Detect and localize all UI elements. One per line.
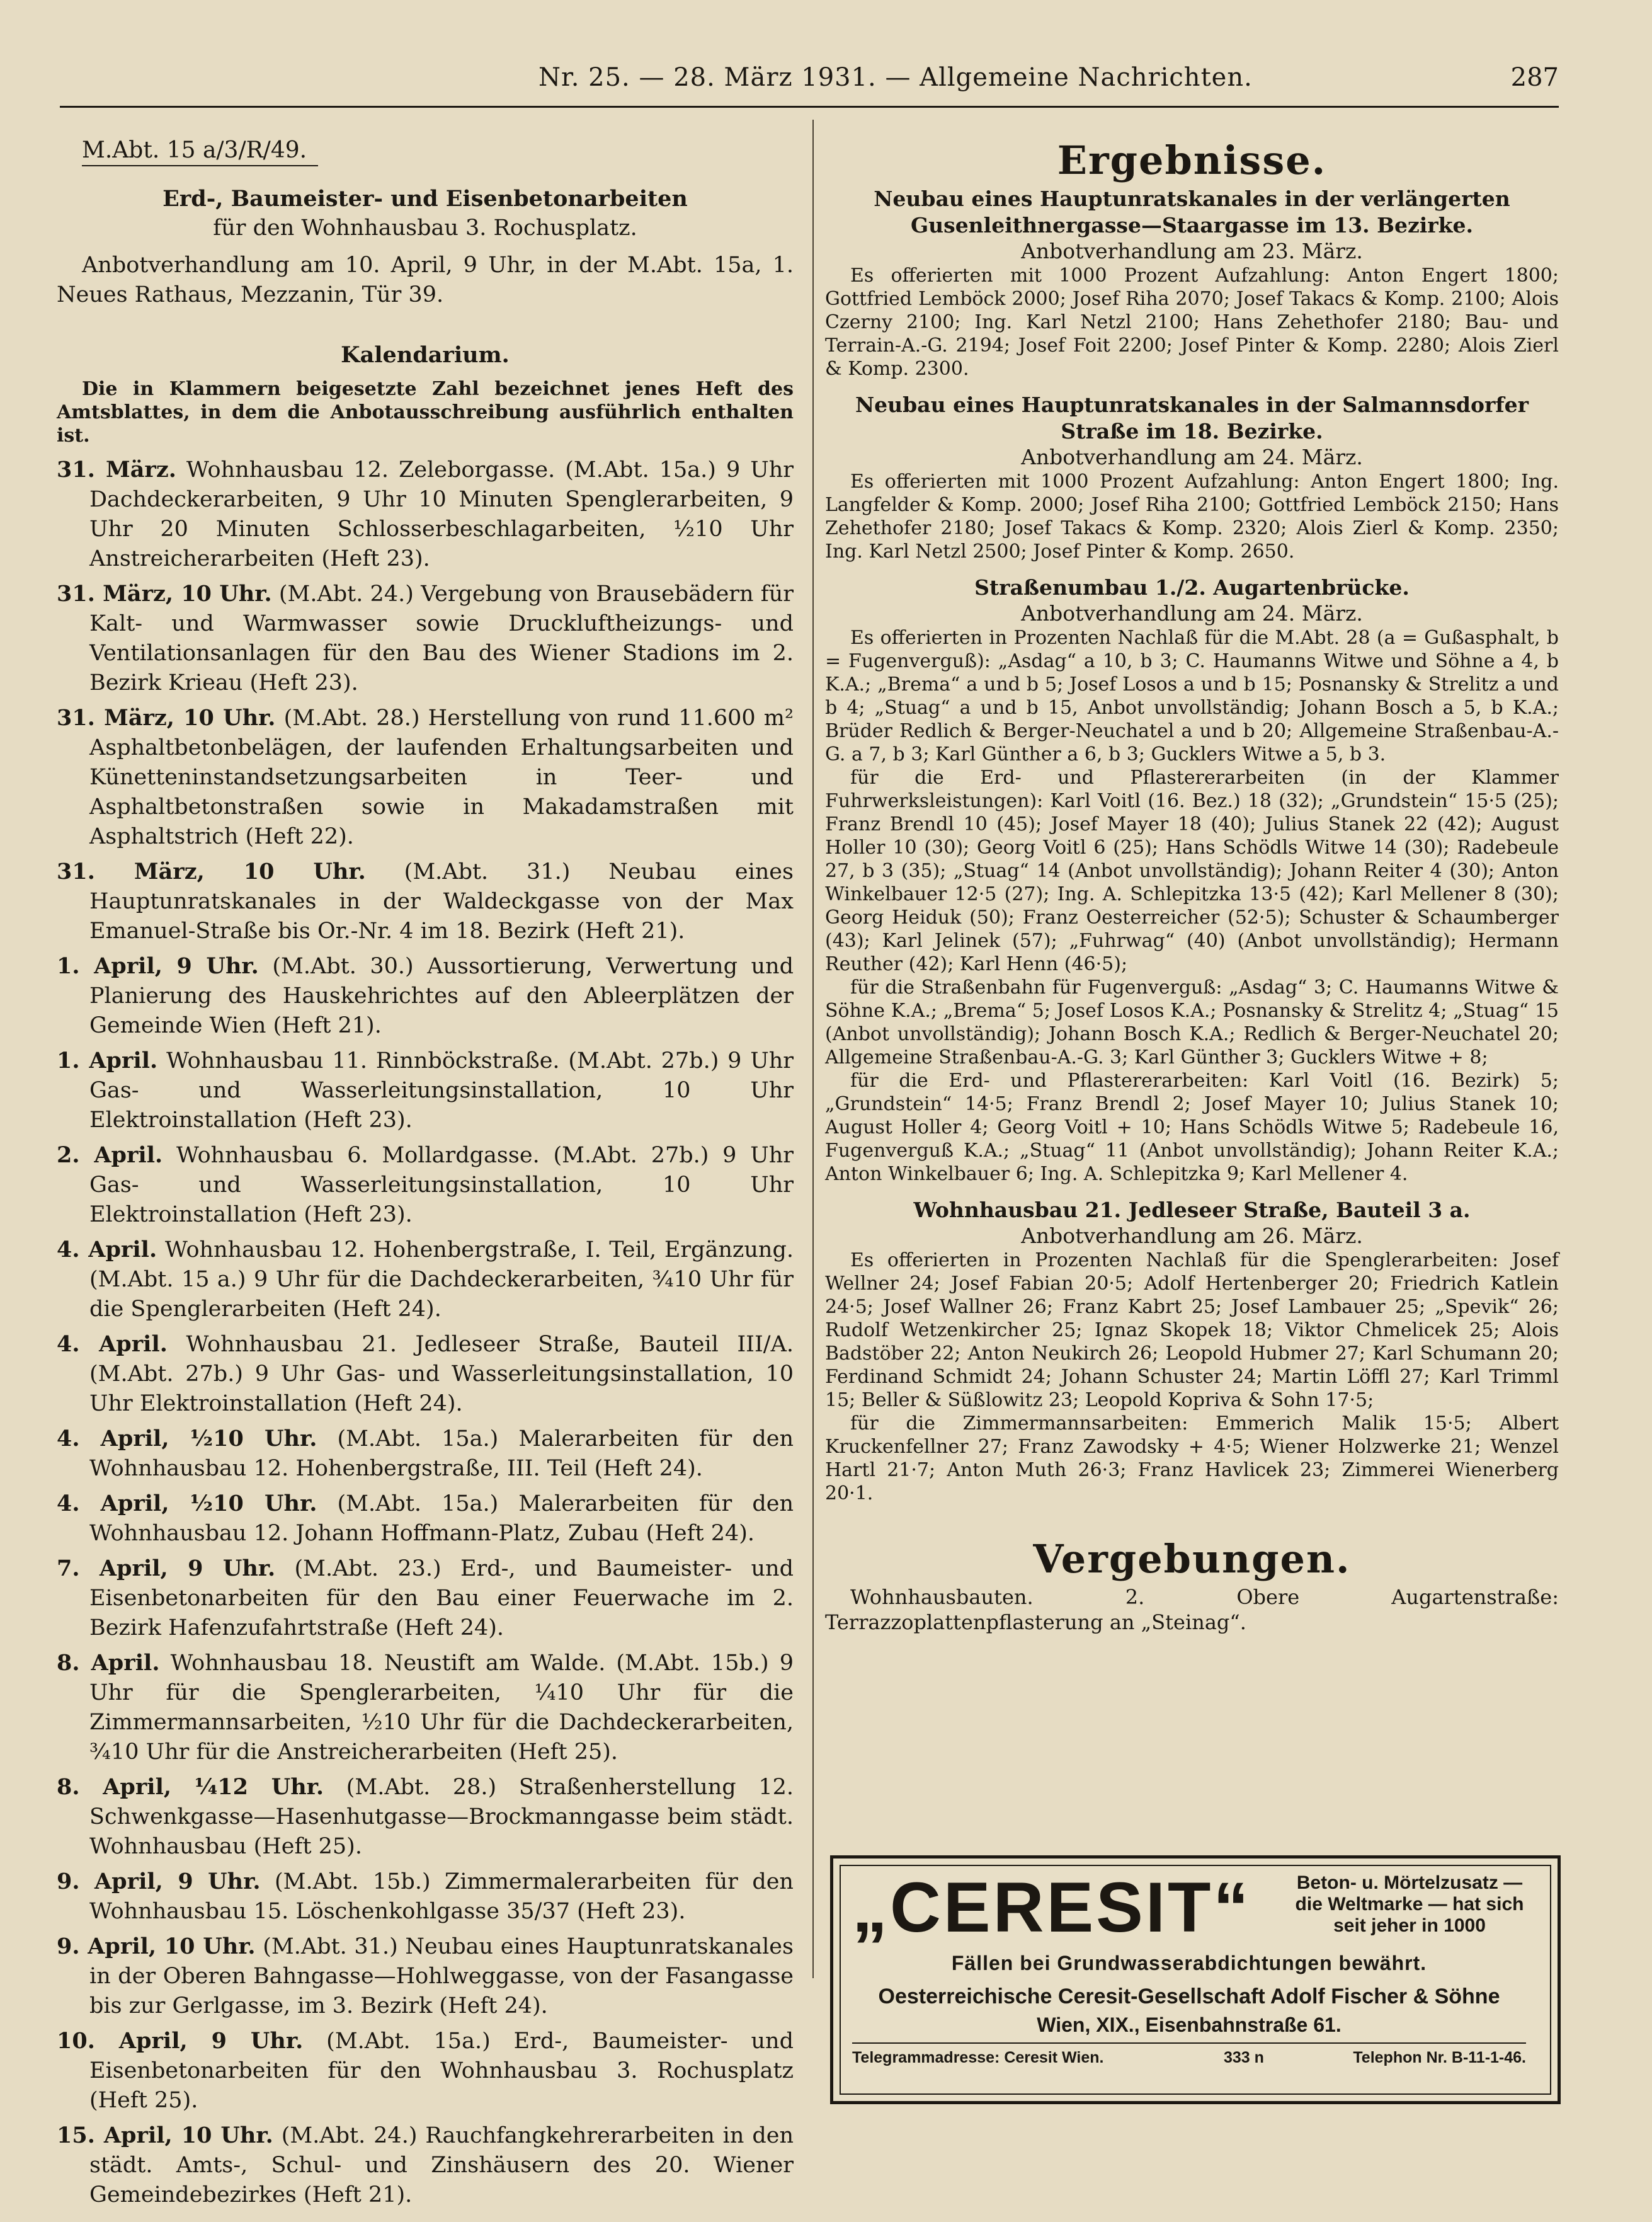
calendar-entry-text: (M.Abt. 31.) Neubau eines Hauptunratskanales in der Oberen Bahngasse—Hohlweggasse, von der Fasangasse bis zur Gerlgasse, im 3. Bezirk (Heft 24).	[89, 1934, 794, 2019]
result-date-line: Anbotverhandlung am 26. März.	[1021, 1223, 1363, 1248]
result-date-line: Anbotverhandlung am 24. März.	[1021, 601, 1363, 626]
ad-rule	[852, 2042, 1526, 2044]
calendar-entry-text: Wohnhausbau 6. Mollardgasse. (M.Abt. 27b.) 9 Uhr Gas- und Wasserleitungsinstallation, 10 Uhr Elektroinstallation (Heft 23).	[89, 1143, 794, 1227]
ad-code: 333 n	[1224, 2049, 1264, 2066]
calendar-entry	[57, 1554, 794, 1643]
ad-address: Wien, XIX., Eisenbahnstraße 61.	[1037, 2013, 1342, 2036]
notice-subtitle: für den Wohnhausbau 3. Rochusplatz.	[213, 215, 637, 241]
ad-brand: „CERESIT“	[852, 1868, 1251, 1947]
calendar-entry-text: Wohnhausbau 12. Hohenbergstraße, I. Teil, Ergänzung. (M.Abt. 15 a.) 9 Uhr für die Dachdeckerarbeiten, ¾10 Uhr für die Spenglerarbeiten (Heft 24).	[89, 1237, 794, 1322]
awards-title: Vergebungen.	[1033, 1536, 1351, 1582]
ad-subline: Fällen bei Grundwasserabdichtungen bewährt.	[951, 1952, 1427, 1974]
calendar-entry-date: 4. April.	[57, 1237, 157, 1263]
calendar-entry	[57, 2026, 794, 2116]
result-section	[825, 186, 1559, 381]
calendar-entry-text: (M.Abt. 24.) Vergebung von Brausebädern für Kalt- und Warmwasser sowie Druckluftheizungs- und Ventilationsanlagen für den Bau des Wiener Stadions im 2. Bezirk Krieau (Heft 23).	[89, 581, 794, 696]
ceresit-advertisement	[830, 1855, 1561, 2104]
result-title: Straßenumbau 1./2. Augartenbrücke.	[974, 575, 1410, 600]
result-date-line: Anbotverhandlung am 24. März.	[1021, 445, 1363, 469]
calendar-entry-text: (M.Abt. 28.) Straßenherstellung 12. Schwenkgasse—Hasenhutgasse—Brockmanngasse beim städt. Wohnhausbau (Heft 25).	[89, 1775, 794, 1859]
result-title: Neubau eines Hauptunratskanales in der verlängerten Gusenleithnergasse—Staargasse im 13. Bezirke.	[874, 186, 1510, 238]
calendar-list	[57, 455, 794, 2210]
result-paragraph: Es offerierten in Prozenten Nachlaß für die M.Abt. 28 (a = Gußasphalt, b = Fugenverguß): „Asdag“ a 10, b 3; C. Haumanns Witwe und Söhne a 4, b K.A.; „Brema“ a und b 5; Josef Losos a und b 15; Posnansky & Strelitz a und b 4; „Stuag“ a und b 15, Anbot unvollständig; Johann Bosch a 5, b K.A.; Brüder Redlich & Berger-Neuchatel a und b 20; Allgemeine Straßenbau-A.-G. a 7, b 3; Karl Günther a 6, b 3; Gucklers Witwe a 5, b 3.	[825, 627, 1559, 765]
page-number: 287	[1510, 63, 1559, 92]
calendar-entry-date: 9. April, 9 Uhr.	[57, 1869, 261, 1894]
column-divider	[812, 120, 814, 1978]
calendar-entry-text: (M.Abt. 24.) Rauchfangkehrerarbeiten in den städt. Amts-, Schul- und Zinshäusern des 20. Wiener Gemeindebezirkes (Heft 21).	[89, 2123, 794, 2208]
ad-company: Oesterreichische Ceresit-Gesellschaft Adolf Fischer & Söhne	[878, 1984, 1500, 2008]
calendar-entry	[57, 1329, 794, 1419]
left-column	[57, 135, 794, 2215]
result-paragraph: Es offerierten mit 1000 Prozent Aufzahlung: Anton Engert 1800; Ing. Langfelder & Komp. 2000; Josef Riha 2100; Gottfried Lemböck 2150; Hans Zehethofer 2180; Josef Takacs & Komp. 2320; Alois Zierl & Komp. 2350; Ing. Karl Netzl 2500; Josef Pinter & Komp. 2650.	[825, 471, 1559, 563]
calendar-note: Die in Klammern beigesetzte Zahl bezeichnet jenes Heft des Amtsblattes, in dem die Anbotausschreibung ausführlich enthalten ist.	[57, 378, 794, 447]
calendar-entry-date: 31. März, 10 Uhr.	[57, 859, 366, 885]
calendar-entry	[57, 579, 794, 698]
calendar-entry-date: 9. April, 10 Uhr.	[57, 1933, 256, 1959]
header-rule	[60, 106, 1559, 108]
page-header	[60, 62, 1559, 106]
result-paragraph: für die Erd- und Pflastererarbeiten (in der Klammer Fuhrwerksleistungen): Karl Voitl (16. Bez.) 18 (32); „Grundstein“ 15·5 (25); Franz Brendl 10 (45); Josef Mayer 18 (40); Julius Stanek 22 (42); August Holler 10 (30); Georg Voitl 6 (25); Hans Schödls Witwe 14 (30); Radebeule 27, b 3 (35); „Stuag“ 14 (Anbot unvollständig); Johann Reiter 4 (30); Anton Winkelbauer 12·5 (27); Ing. A. Schlepitzka 13·5 (42); Karl Mellener 8 (30); Georg Heiduk (50); Franz Oesterreicher (52·5); Schuster & Schaumberger (43); Karl Jelinek (57); „Fuhrwag“ (40) (Anbot unvollständig); Hermann Reuther (42); Karl Henn (46·5);	[825, 767, 1559, 975]
result-title: Wohnhausbau 21. Jedleseer Straße, Bauteil 3 a.	[913, 1198, 1471, 1222]
result-section	[825, 392, 1559, 563]
calendar-entry-date: 8. April.	[57, 1650, 160, 1676]
results-title: Ergebnisse.	[1057, 137, 1327, 183]
calendar-entry-date: 4. April.	[57, 1331, 168, 1357]
calendar-entry-text: (M.Abt. 15a.) Malerarbeiten für den Wohnhausbau 12. Johann Hoffmann-Platz, Zubau (Heft 24).	[89, 1491, 794, 1546]
calendar-entry	[57, 857, 794, 946]
calendar-entry	[57, 951, 794, 1041]
calendar-entry-date: 1. April, 9 Uhr.	[57, 953, 259, 979]
ad-phone: Telephon Nr. B-11-1-46.	[1353, 2049, 1526, 2066]
calendar-entry-date: 2. April.	[57, 1142, 163, 1168]
calendar-entry-text: Wohnhausbau 21. Jedleseer Straße, Bauteil III/A. (M.Abt. 27b.) 9 Uhr Gas- und Wasserleitungsinstallation, 10 Uhr Elektroinstallation (Heft 24).	[89, 1332, 794, 1416]
result-paragraph: Es offerierten mit 1000 Prozent Aufzahlung: Anton Engert 1800; Gottfried Lemböck 2000; Josef Riha 2070; Josef Takacs & Komp. 2100; Alois Czerny 2100; Ing. Karl Netzl 2100; Hans Zehethofer 2180; Bau- und Terrain-A.-G. 2194; Josef Foit 2200; Josef Pinter & Komp. 2280; Alois Zierl & Komp. 2300.	[825, 265, 1559, 380]
calendar-entry	[57, 1648, 794, 1767]
calendar-entry	[57, 455, 794, 574]
calendar-entry	[57, 703, 794, 852]
result-paragraph: für die Straßenbahn für Fugenverguß: „Asdag“ 3; C. Haumanns Witwe & Söhne K.A.; „Brema“ 5; Josef Losos K.A.; Posnansky & Strelitz 4; „Stuag“ 15 (Anbot unvollständig); Johann Bosch K.A.; Redlich & Berger-Neuchatel 20; Allgemeine Straßenbau-A.-G. 3; Karl Günther 3; Gucklers Witwe + 8;	[825, 976, 1559, 1068]
result-section	[825, 575, 1559, 1186]
right-column	[825, 135, 1559, 1635]
calendar-entry-date: 15. April, 10 Uhr.	[57, 2122, 273, 2148]
notice-text: Anbotverhandlung am 10. April, 9 Uhr, in der M.Abt. 15a, 1. Neues Rathaus, Mezzanin, Tür 39.	[57, 253, 794, 307]
calendar-entry-date: 4. April, ½10 Uhr.	[57, 1426, 317, 1452]
result-date-line: Anbotverhandlung am 23. März.	[1021, 239, 1363, 263]
calendar-entry	[57, 1489, 794, 1549]
calendar-entry-date: 4. April, ½10 Uhr.	[57, 1491, 317, 1516]
result-paragraph: für die Zimmermannsarbeiten: Emmerich Malik 15·5; Albert Kruckenfellner 27; Franz Zawodsky + 4·5; Wiener Holzwerke 21; Wenzel Hartl 21·7; Anton Muth 26·3; Franz Havlicek 23; Zimmerei Wienerberg 20·1.	[825, 1412, 1559, 1504]
calendar-entry-text: Wohnhausbau 12. Zeleborgasse. (M.Abt. 15a.) 9 Uhr Dachdeckerarbeiten, 9 Uhr 10 Minuten Spenglerarbeiten, 9 Uhr 20 Minuten Schlosserbeschlagarbeiten, ½10 Uhr Anstreicherarbeiten (Heft 23).	[89, 457, 794, 571]
results-list	[825, 186, 1559, 1505]
calendar-entry	[57, 1932, 794, 2021]
reference-number: M.Abt. 15 a/3/R/49.	[82, 135, 318, 166]
calendar-entry-date: 31. März, 10 Uhr.	[57, 581, 272, 607]
ad-tagline: Beton- u. Mörtelzusatz — die Weltmarke — hat sich seit jeher in 1000	[1295, 1872, 1524, 1936]
result-section	[825, 1197, 1559, 1505]
calendar-entry-text: (M.Abt. 15b.) Zimmermalerarbeiten für den Wohnhausbau 15. Löschenkohlgasse 35/37 (Heft 23).	[89, 1869, 794, 1924]
calendar-entry	[57, 1046, 794, 1135]
calendar-entry-text: (M.Abt. 30.) Aussortierung, Verwertung und Planierung des Hauskehrichtes auf den Ableerplätzen der Gemeinde Wien (Heft 21).	[89, 954, 794, 1038]
calendar-title: Kalendarium.	[341, 342, 510, 368]
calendar-entry-text: Wohnhausbau 11. Rinnböckstraße. (M.Abt. 27b.) 9 Uhr Gas- und Wasserleitungsinstallation, 10 Uhr Elektroinstallation (Heft 23).	[89, 1048, 794, 1133]
calendar-entry	[57, 2121, 794, 2210]
calendar-entry	[57, 1424, 794, 1484]
calendar-entry-date: 8. April, ¼12 Uhr.	[57, 1774, 324, 1800]
result-title: Neubau eines Hauptunratskanales in der Salmannsdorfer Straße im 18. Bezirke.	[855, 392, 1529, 444]
running-title: Nr. 25. — 28. März 1931. — Allgemeine Nachrichten.	[538, 63, 1253, 92]
calendar-entry	[57, 1772, 794, 1862]
calendar-entry-date: 1. April.	[57, 1048, 158, 1074]
calendar-entry-text: (M.Abt. 15a.) Malerarbeiten für den Wohnhausbau 12. Hohenbergstraße, III. Teil (Heft 24).	[89, 1426, 794, 1481]
awards-text: Wohnhausbauten. 2. Obere Augartenstraße: Terrazzoplattenpflasterung an „Steinag“.	[825, 1585, 1559, 1634]
result-paragraph: für die Erd- und Pflastererarbeiten: Karl Voitl (16. Bezirk) 5; „Grundstein“ 14·5; Franz Brendl 2; Josef Mayer 10; Julius Stanek 10; August Holler 4; Georg Voitl + 10; Hans Schödls Witwe 5; Radebeule 16, Fugenverguß K.A.; „Stuag“ 11 (Anbot unvollständig); Johann Reiter K.A.; Anton Winkelbauer 6; Ing. A. Schlepitzka 9; Karl Mellener 4.	[825, 1070, 1559, 1185]
calendar-entry-date: 31. März, 10 Uhr.	[57, 705, 276, 731]
calendar-entry	[57, 1140, 794, 1230]
calendar-entry-date: 7. April, 9 Uhr.	[57, 1555, 276, 1581]
calendar-entry-date: 31. März.	[57, 457, 176, 483]
calendar-entry-text: (M.Abt. 15a.) Erd-, Baumeister- und Eisenbetonarbeiten für den Wohnhausbau 3. Rochusplatz (Heft 25).	[89, 2029, 794, 2113]
calendar-entry-text: (M.Abt. 31.) Neubau eines Hauptunratskanales in der Waldeckgasse von der Max Emanuel-Straße bis Or.-Nr. 4 im 18. Bezirk (Heft 21).	[89, 859, 794, 944]
notice-title: Erd-, Baumeister- und Eisenbetonarbeiten	[162, 186, 688, 212]
calendar-entry-text: (M.Abt. 23.) Erd-, und Baumeister- und Eisenbetonarbeiten für den Bau einer Feuerwache im 2. Bezirk Hafenzufahrtstraße (Heft 24).	[89, 1556, 794, 1641]
result-paragraph: Es offerierten in Prozenten Nachlaß für die Spenglerarbeiten: Josef Wellner 24; Josef Fabian 20·5; Adolf Hertenberger 20; Friedrich Katlein 24·5; Josef Wallner 26; Franz Kabrt 25; Josef Lambauer 25; „Spevik“ 26; Rudolf Wetzenkircher 25; Ignaz Skopek 18; Viktor Chmelicek 25; Alois Badstöber 22; Anton Neukirch 26; Leopold Hubmer 27; Karl Schumann 20; Ferdinand Schmidt 24; Johann Schuster 24; Martin Löffl 27; Karl Trimml 15; Beller & Süßlowitz 23; Leopold Kopriva & Sohn 17·5;	[825, 1249, 1559, 1411]
calendar-entry-text: (M.Abt. 28.) Herstellung von rund 11.600 m² Asphaltbetonbelägen, der laufenden Erhaltungsarbeiten und Künetteninstandsetzungsarbeiten in Teer- und Asphaltbetonstraßen sowie in Makadamstraßen mit Asphaltstrich (Heft 22).	[89, 706, 794, 849]
calendar-entry	[57, 1867, 794, 1927]
calendar-entry-text: Wohnhausbau 18. Neustift am Walde. (M.Abt. 15b.) 9 Uhr für die Spenglerarbeiten, ¼10 Uhr für die Zimmermannsarbeiten, ½10 Uhr für die Dachdeckerarbeiten, ¾10 Uhr für die Anstreicherarbeiten (Heft 25).	[89, 1651, 794, 1765]
calendar-entry-date: 10. April, 9 Uhr.	[57, 2028, 304, 2054]
calendar-entry	[57, 1235, 794, 1324]
ad-telegram: Telegrammadresse: Ceresit Wien.	[852, 2049, 1104, 2066]
